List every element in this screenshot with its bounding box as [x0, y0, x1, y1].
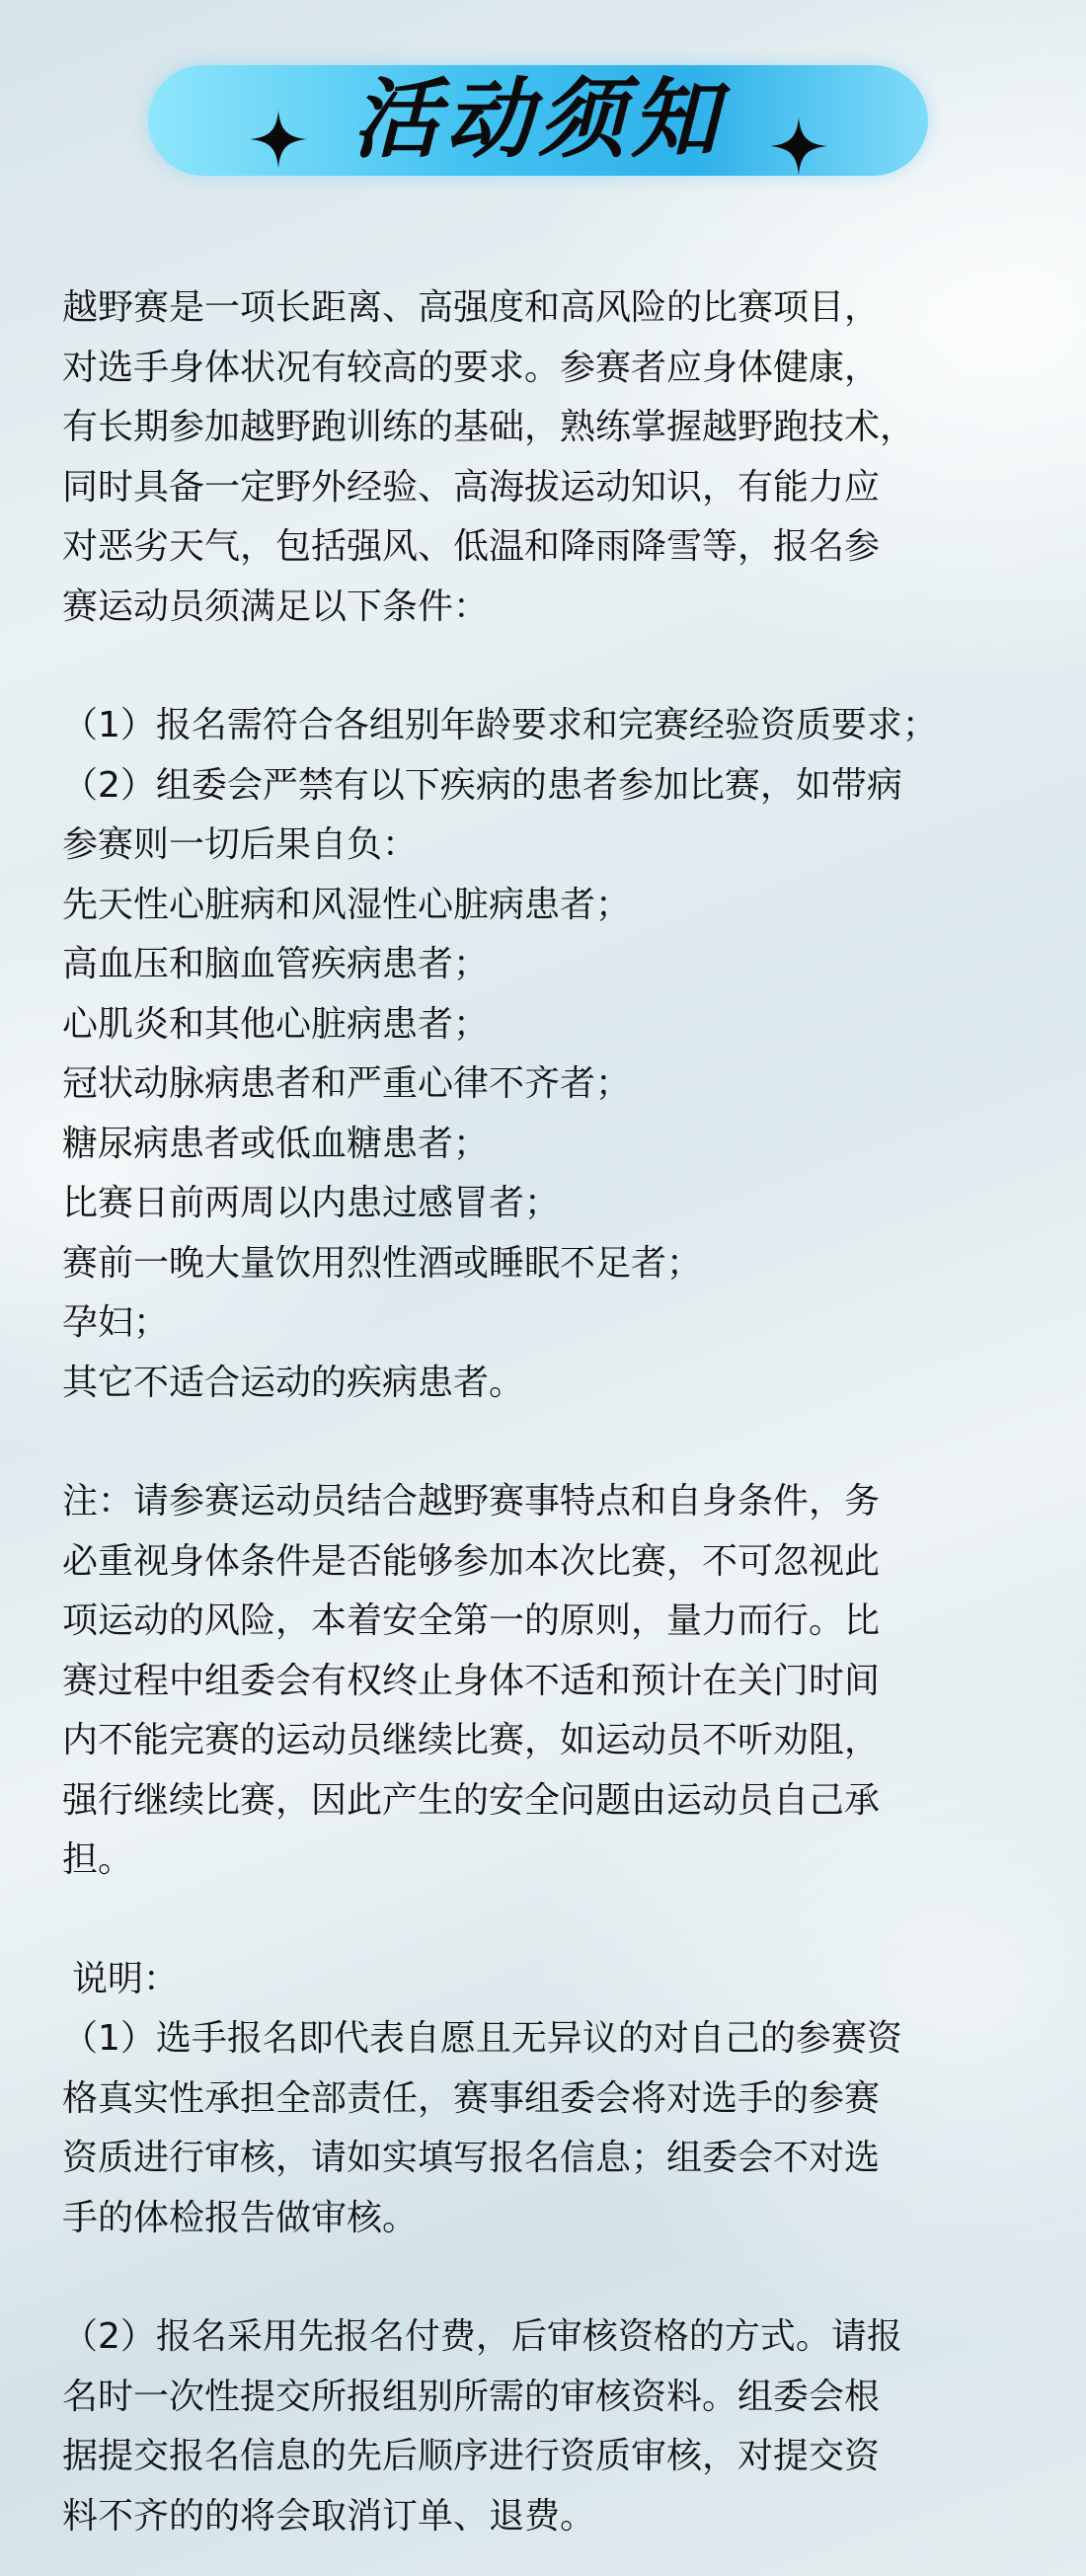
text-line: 必重视身体条件是否能够参加本次比赛，不可忽视此 — [62, 1540, 881, 1582]
list-item: 高血压和脑血管疾病患者； — [62, 944, 490, 984]
text-line: （1）选手报名即代表自愿且无异议的对自己的参赛资 — [62, 2018, 902, 2059]
notice-content — [62, 278, 1030, 2546]
text-line: 手的体检报告做审核。 — [62, 2197, 419, 2238]
text-line: 对恶劣天气，包括强风、低温和降雨降雪等，报名参 — [62, 526, 881, 567]
text-line: 格真实性承担全部责任，赛事组委会将对选手的参赛 — [62, 2077, 881, 2119]
text-line: 同时具备一定野外经验、高海拔运动知识，有能力应 — [62, 466, 881, 507]
paragraph-gap — [62, 1413, 1030, 1472]
list-item: 比赛日前两周以内患过感冒者； — [62, 1183, 561, 1223]
paragraph-gap — [62, 1891, 1030, 1950]
text-line: 料不齐的的将会取消订单、退费。 — [62, 2495, 596, 2537]
conditions-list — [62, 696, 1030, 1413]
text-line: 参赛则一切后果自负： — [62, 824, 419, 865]
text-line: 担。 — [62, 1839, 134, 1880]
list-item: 心肌炎和其他心脏病患者； — [62, 1003, 490, 1045]
list-item: 先天性心脏病和风湿性心脏病患者； — [62, 884, 632, 925]
list-item: 糖尿病患者或低血糖患者； — [62, 1123, 490, 1164]
text-line: 据提交报名信息的先后顺序进行资质审核，对提交资 — [62, 2436, 881, 2476]
section-heading: 说明： — [72, 1958, 180, 1999]
list-item: 其它不适合运动的疾病患者。 — [62, 1362, 525, 1403]
text-line: 资质进行审核，请如实填写报名信息；组委会不对选 — [62, 2138, 881, 2178]
title-banner — [148, 51, 928, 188]
intro-paragraph — [62, 278, 1030, 637]
text-line: 内不能完赛的运动员继续比赛，如运动员不听劝阻， — [62, 1720, 881, 1760]
explanation-section — [62, 1950, 1030, 2547]
text-line: 注：请参赛运动员结合越野赛事特点和自身条件，务 — [62, 1481, 881, 1522]
paragraph-gap — [62, 637, 1030, 696]
text-line: 对选手身体状况有较高的要求。参赛者应身体健康， — [62, 347, 881, 388]
list-item: 孕妇； — [62, 1302, 170, 1343]
text-line: 赛过程中组委会有权终止身体不适和预计在关门时间 — [62, 1660, 881, 1701]
text-line: 有长期参加越野跑训练的基础，熟练掌握越野跑技术， — [62, 407, 916, 447]
text-line: 项运动的风险，本着安全第一的原则，量力而行。比 — [62, 1600, 881, 1641]
text-line: 强行继续比赛，因此产生的安全问题由运动员自己承 — [62, 1779, 881, 1821]
note-paragraph — [62, 1472, 1030, 1891]
page-title: 活动须知 — [351, 68, 724, 170]
text-line: 越野赛是一项长距离、高强度和高风险的比赛项目， — [62, 287, 881, 328]
text-line: （2）报名采用先报名付费，后审核资格的方式。请报 — [62, 2316, 902, 2357]
list-item: 赛前一晚大量饮用烈性酒或睡眠不足者； — [62, 1242, 703, 1284]
list-item: （1）报名需符合各组别年龄要求和完赛经验资质要求； — [62, 705, 938, 745]
list-item: 冠状动脉病患者和严重心律不齐者； — [62, 1063, 632, 1104]
text-line: 赛运动员须满足以下条件： — [62, 585, 490, 627]
text-line: 名时一次性提交所报组别所需的审核资料。组委会根 — [62, 2376, 881, 2417]
paragraph-gap — [62, 2248, 1030, 2307]
list-item: （2）组委会严禁有以下疾病的患者参加比赛，如带病 — [62, 764, 902, 806]
